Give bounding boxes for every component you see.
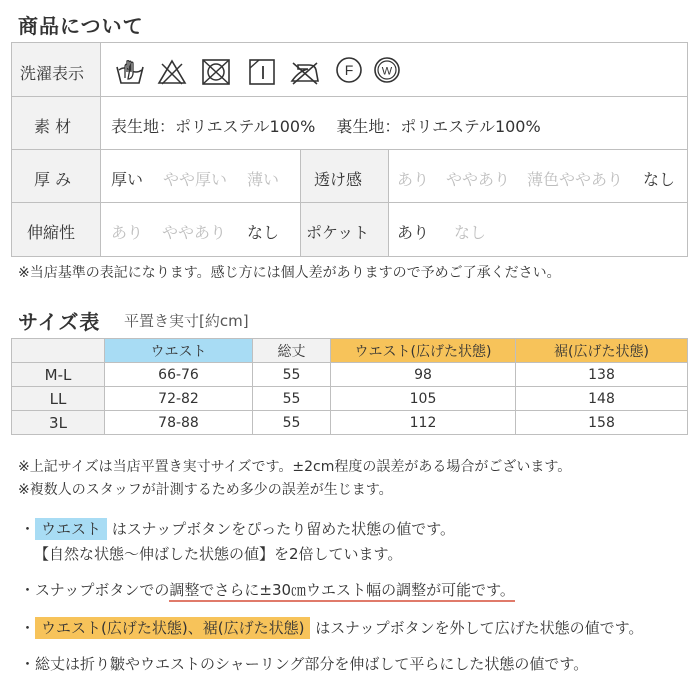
bullet-spread (20, 617, 643, 638)
size-cell: 98 (331, 363, 516, 387)
size-header-hem-spread: 裾(広げた状態) (516, 339, 688, 363)
pocket-option: あり (397, 223, 430, 242)
material-label: 素 材 (34, 117, 72, 136)
stretch-option: あり (111, 223, 144, 242)
bullet-text: はスナップボタンを外して広げた状態の値です。 (315, 619, 644, 637)
table-row (12, 363, 688, 387)
size-cell: 66-76 (105, 363, 253, 387)
wet-clean-w-icon (373, 56, 401, 84)
waist-highlight: ウエスト (35, 518, 107, 540)
washing-label: 洗濯表示 (20, 64, 85, 83)
size-cell: 138 (516, 363, 688, 387)
thickness-option: 薄い (247, 170, 280, 189)
size-cell: 55 (253, 363, 331, 387)
no-tumble-dry-icon (200, 58, 232, 86)
size-note: ※上記サイズは当店平置き実寸サイズです。±2cm程度の誤差がある場合がございます。 (18, 459, 572, 475)
thickness-option: 厚い (111, 170, 144, 189)
wet-clean-letter: W (381, 65, 393, 78)
spread-highlight: ウエスト(広げた状態)、裾(広げた状態) (35, 617, 310, 639)
transparency-option: ややあり (446, 170, 511, 189)
size-cell: 78-88 (105, 411, 253, 435)
table-row (12, 387, 688, 411)
bullet-waist-line2: 【自然な状態〜伸ばした状態の値】を2倍しています。 (34, 545, 403, 563)
product-note: ※当店基準の表記になります。感じ方には個人差がありますので予めご了承ください。 (18, 265, 561, 281)
size-cell: 72-82 (105, 387, 253, 411)
table-row (12, 411, 688, 435)
stretch-label: 伸縮性 (27, 223, 76, 242)
size-cell: 55 (253, 411, 331, 435)
bullet-text: はスナップボタンをぴったり留めた状態の値です。 (111, 520, 456, 538)
stretch-option: ややあり (162, 223, 227, 242)
size-cell: 112 (331, 411, 516, 435)
material-value: 表生地：ポリエステル100% 裏生地：ポリエステル100% (111, 117, 541, 136)
size-header-total-length: 総丈 (253, 339, 331, 363)
bullet-dot: ・ (20, 520, 36, 538)
size-table-header-row (12, 339, 688, 363)
pocket-option: なし (454, 223, 487, 242)
bullet-snap-adjust (20, 579, 515, 600)
hand-wash-icon (115, 58, 145, 86)
transparency-option: なし (643, 170, 676, 189)
size-cell: 158 (516, 411, 688, 435)
size-cell: 148 (516, 387, 688, 411)
adjust-underlined: 調整でさらに±30㎝ウエスト幅の調整が可能です。 (169, 581, 514, 602)
size-name: LL (12, 387, 105, 411)
thickness-label: 厚 み (34, 170, 72, 189)
no-iron-icon (288, 58, 322, 86)
transparency-option: 薄色ややあり (527, 170, 624, 189)
dry-clean-f-icon (335, 56, 363, 84)
bullet-total-length: ・総丈は折り皺やウエストのシャーリング部分を伸ばして平らにした状態の値です。 (20, 655, 589, 673)
product-section-title: 商品について (18, 14, 144, 38)
size-section-subtitle: 平置き実寸[約cm] (124, 312, 249, 330)
line-dry-icon (247, 58, 277, 86)
transparency-label: 透け感 (314, 170, 363, 189)
size-name: 3L (12, 411, 105, 435)
bullet-waist (20, 518, 455, 539)
size-header-corner (12, 339, 105, 363)
pocket-label: ポケット (306, 223, 370, 242)
size-section-title: サイズ表 (18, 310, 101, 334)
thickness-option: やや厚い (163, 170, 228, 189)
size-header-waist: ウエスト (105, 339, 253, 363)
size-cell: 105 (331, 387, 516, 411)
size-note: ※複数人のスタッフが計測するため多少の誤差が生じます。 (18, 482, 393, 498)
size-table (11, 338, 688, 435)
bullet-dot: ・ (20, 619, 36, 637)
size-header-waist-spread: ウエスト(広げた状態) (331, 339, 516, 363)
size-name: M-L (12, 363, 105, 387)
stretch-option: なし (247, 223, 280, 242)
size-cell: 55 (253, 387, 331, 411)
bullet-text: ・スナップボタンでの (20, 581, 170, 599)
dry-clean-letter: F (344, 62, 354, 78)
transparency-option: あり (397, 170, 430, 189)
no-bleach-icon (157, 58, 187, 86)
